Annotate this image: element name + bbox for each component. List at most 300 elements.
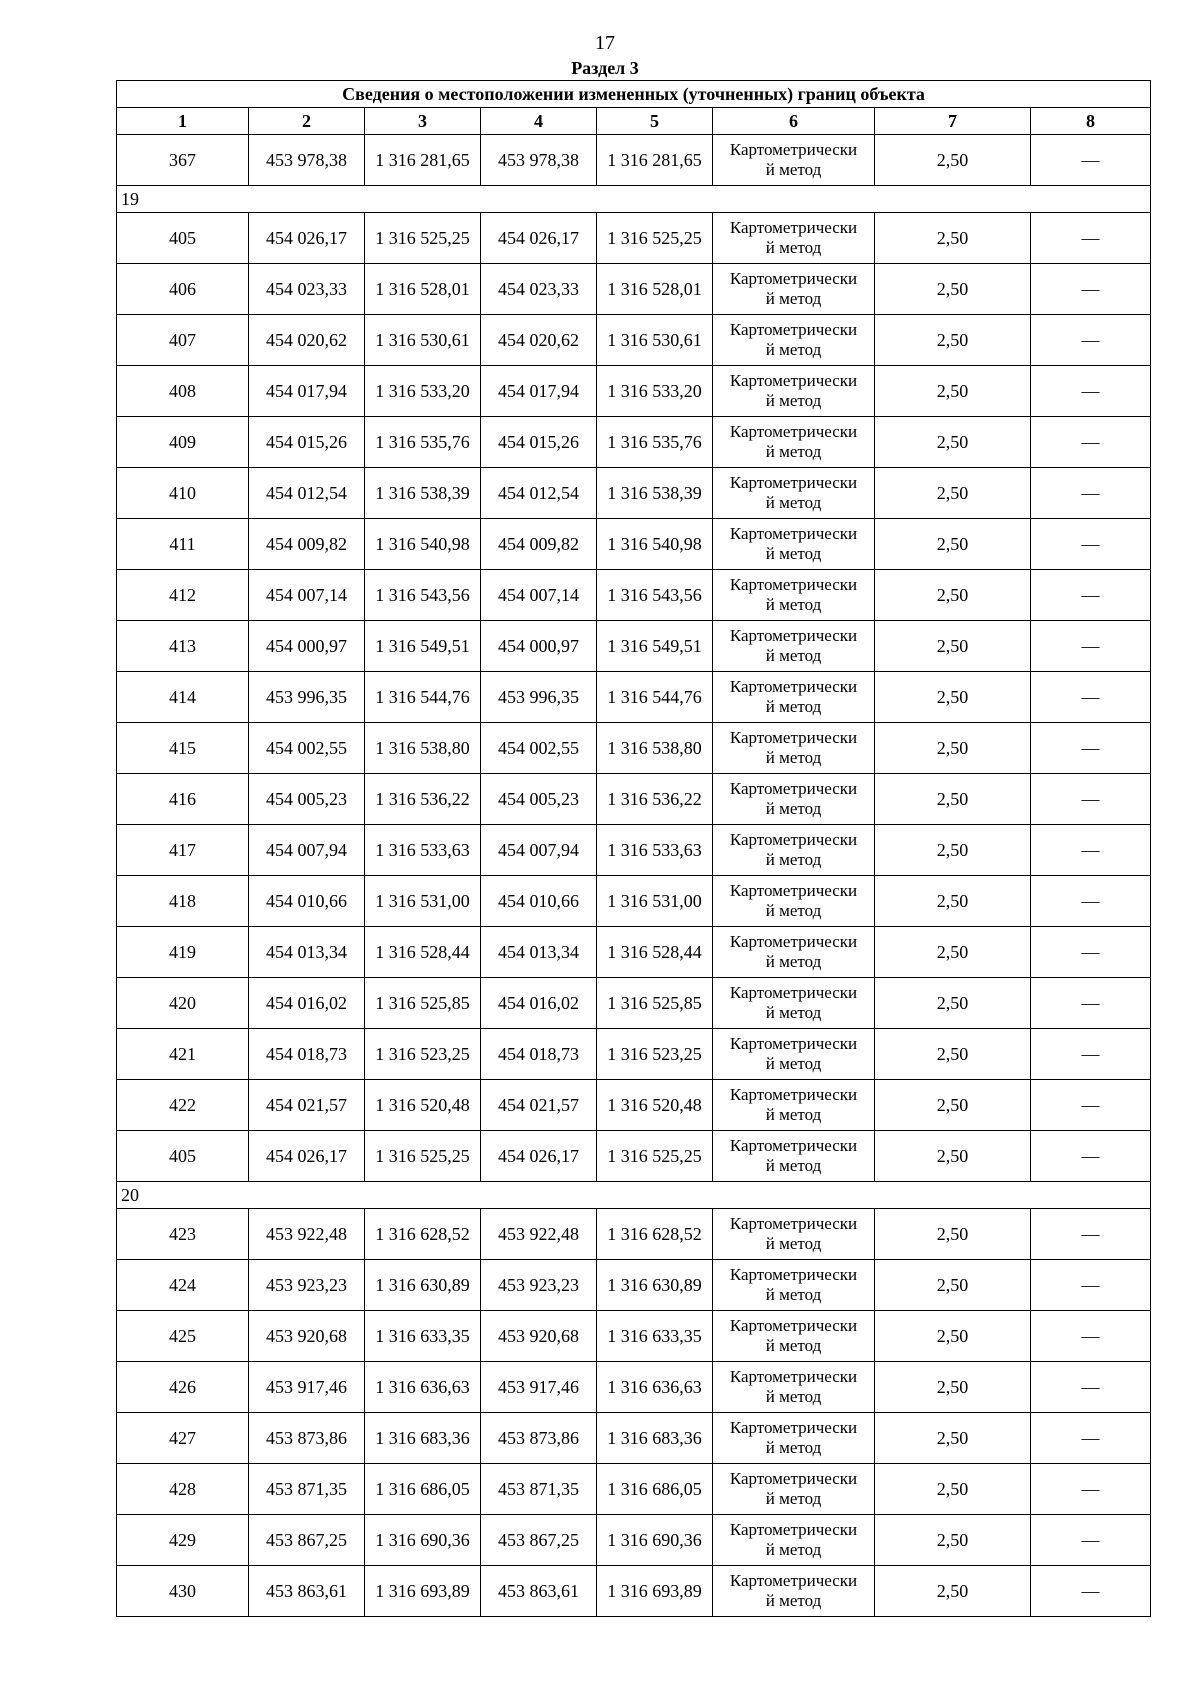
new-y: 1 316 636,63 bbox=[597, 1362, 713, 1413]
description: — bbox=[1031, 621, 1151, 672]
method-line-2: й метод bbox=[765, 1054, 822, 1073]
method bbox=[713, 366, 875, 417]
table-row bbox=[117, 876, 1151, 927]
point-number: 419 bbox=[117, 927, 249, 978]
method-line-1: Картометрически bbox=[729, 881, 858, 900]
accuracy: 2,50 bbox=[875, 1209, 1031, 1260]
column-number-3: 3 bbox=[365, 108, 481, 135]
old-y: 1 316 543,56 bbox=[365, 570, 481, 621]
method-line-2: й метод bbox=[765, 238, 822, 257]
method-line-1: Картометрически bbox=[729, 422, 858, 441]
description: — bbox=[1031, 366, 1151, 417]
new-x: 454 005,23 bbox=[481, 774, 597, 825]
method-line-2: й метод bbox=[765, 289, 822, 308]
method bbox=[713, 621, 875, 672]
method-line-2: й метод bbox=[765, 160, 822, 179]
method-line-1: Картометрически bbox=[729, 728, 858, 747]
old-x: 453 873,86 bbox=[249, 1413, 365, 1464]
old-y: 1 316 633,35 bbox=[365, 1311, 481, 1362]
method bbox=[713, 213, 875, 264]
method-line-2: й метод bbox=[765, 901, 822, 920]
old-x: 454 007,14 bbox=[249, 570, 365, 621]
method-line-2: й метод bbox=[765, 340, 822, 359]
new-x: 454 007,14 bbox=[481, 570, 597, 621]
point-number: 406 bbox=[117, 264, 249, 315]
description: — bbox=[1031, 213, 1151, 264]
accuracy: 2,50 bbox=[875, 135, 1031, 186]
point-number: 422 bbox=[117, 1080, 249, 1131]
old-x: 454 016,02 bbox=[249, 978, 365, 1029]
description: — bbox=[1031, 135, 1151, 186]
method bbox=[713, 315, 875, 366]
point-number: 409 bbox=[117, 417, 249, 468]
accuracy: 2,50 bbox=[875, 927, 1031, 978]
method bbox=[713, 1029, 875, 1080]
accuracy: 2,50 bbox=[875, 1029, 1031, 1080]
point-number: 425 bbox=[117, 1311, 249, 1362]
contour-group-row bbox=[117, 186, 1151, 213]
description: — bbox=[1031, 468, 1151, 519]
old-x: 454 010,66 bbox=[249, 876, 365, 927]
new-y: 1 316 528,44 bbox=[597, 927, 713, 978]
old-y: 1 316 520,48 bbox=[365, 1080, 481, 1131]
method-line-1: Картометрически bbox=[729, 473, 858, 492]
new-y: 1 316 628,52 bbox=[597, 1209, 713, 1260]
point-number: 417 bbox=[117, 825, 249, 876]
table-row bbox=[117, 1515, 1151, 1566]
method-line-2: й метод bbox=[765, 1591, 822, 1610]
point-number: 430 bbox=[117, 1566, 249, 1617]
method-line-2: й метод bbox=[765, 1387, 822, 1406]
method-line-1: Картометрически bbox=[729, 1265, 858, 1284]
new-x: 453 996,35 bbox=[481, 672, 597, 723]
old-x: 454 013,34 bbox=[249, 927, 365, 978]
new-x: 454 009,82 bbox=[481, 519, 597, 570]
method bbox=[713, 1413, 875, 1464]
description: — bbox=[1031, 315, 1151, 366]
old-x: 454 021,57 bbox=[249, 1080, 365, 1131]
method-line-1: Картометрически bbox=[729, 1367, 858, 1386]
method-line-1: Картометрически bbox=[729, 677, 858, 696]
table-row bbox=[117, 213, 1151, 264]
old-y: 1 316 523,25 bbox=[365, 1029, 481, 1080]
old-x: 453 922,48 bbox=[249, 1209, 365, 1260]
accuracy: 2,50 bbox=[875, 825, 1031, 876]
new-y: 1 316 686,05 bbox=[597, 1464, 713, 1515]
new-y: 1 316 544,76 bbox=[597, 672, 713, 723]
point-number: 405 bbox=[117, 1131, 249, 1182]
old-y: 1 316 525,25 bbox=[365, 213, 481, 264]
old-y: 1 316 538,39 bbox=[365, 468, 481, 519]
method-line-2: й метод bbox=[765, 595, 822, 614]
method-line-2: й метод bbox=[765, 1234, 822, 1253]
new-x: 454 002,55 bbox=[481, 723, 597, 774]
accuracy: 2,50 bbox=[875, 366, 1031, 417]
new-x: 454 015,26 bbox=[481, 417, 597, 468]
point-number: 427 bbox=[117, 1413, 249, 1464]
point-number: 420 bbox=[117, 978, 249, 1029]
new-x: 454 000,97 bbox=[481, 621, 597, 672]
method-line-2: й метод bbox=[765, 1336, 822, 1355]
method-line-1: Картометрически bbox=[729, 626, 858, 645]
column-number-6: 6 bbox=[713, 108, 875, 135]
new-x: 453 867,25 bbox=[481, 1515, 597, 1566]
old-y: 1 316 528,44 bbox=[365, 927, 481, 978]
table-row bbox=[117, 723, 1151, 774]
method-line-1: Картометрически bbox=[729, 1316, 858, 1335]
coordinates-table bbox=[116, 80, 1151, 1617]
table-row bbox=[117, 1260, 1151, 1311]
method-line-1: Картометрически bbox=[729, 1136, 858, 1155]
table-row bbox=[117, 315, 1151, 366]
table-row bbox=[117, 1131, 1151, 1182]
old-x: 454 018,73 bbox=[249, 1029, 365, 1080]
old-y: 1 316 538,80 bbox=[365, 723, 481, 774]
new-y: 1 316 683,36 bbox=[597, 1413, 713, 1464]
old-y: 1 316 540,98 bbox=[365, 519, 481, 570]
method bbox=[713, 519, 875, 570]
method-line-1: Картометрически bbox=[729, 575, 858, 594]
new-y: 1 316 538,39 bbox=[597, 468, 713, 519]
new-y: 1 316 530,61 bbox=[597, 315, 713, 366]
table-row bbox=[117, 1362, 1151, 1413]
point-number: 418 bbox=[117, 876, 249, 927]
point-number: 407 bbox=[117, 315, 249, 366]
old-x: 453 863,61 bbox=[249, 1566, 365, 1617]
description: — bbox=[1031, 825, 1151, 876]
description: — bbox=[1031, 1413, 1151, 1464]
table-row bbox=[117, 570, 1151, 621]
new-y: 1 316 540,98 bbox=[597, 519, 713, 570]
table-row bbox=[117, 519, 1151, 570]
method-line-1: Картометрически bbox=[729, 1571, 858, 1590]
description: — bbox=[1031, 723, 1151, 774]
point-number: 421 bbox=[117, 1029, 249, 1080]
method-line-2: й метод bbox=[765, 1156, 822, 1175]
old-y: 1 316 693,89 bbox=[365, 1566, 481, 1617]
column-number-4: 4 bbox=[481, 108, 597, 135]
point-number: 416 bbox=[117, 774, 249, 825]
old-y: 1 316 683,36 bbox=[365, 1413, 481, 1464]
old-x: 453 978,38 bbox=[249, 135, 365, 186]
method-line-1: Картометрически bbox=[729, 1034, 858, 1053]
description: — bbox=[1031, 927, 1151, 978]
description: — bbox=[1031, 672, 1151, 723]
method-line-2: й метод bbox=[765, 493, 822, 512]
accuracy: 2,50 bbox=[875, 1080, 1031, 1131]
new-y: 1 316 630,89 bbox=[597, 1260, 713, 1311]
description: — bbox=[1031, 264, 1151, 315]
method-line-1: Картометрически bbox=[729, 1469, 858, 1488]
old-x: 453 920,68 bbox=[249, 1311, 365, 1362]
accuracy: 2,50 bbox=[875, 672, 1031, 723]
method-line-2: й метод bbox=[765, 442, 822, 461]
old-x: 454 000,97 bbox=[249, 621, 365, 672]
table-row bbox=[117, 366, 1151, 417]
old-x: 454 026,17 bbox=[249, 213, 365, 264]
table-row bbox=[117, 264, 1151, 315]
description: — bbox=[1031, 978, 1151, 1029]
method bbox=[713, 1362, 875, 1413]
old-y: 1 316 533,20 bbox=[365, 366, 481, 417]
old-x: 453 867,25 bbox=[249, 1515, 365, 1566]
method-line-2: й метод bbox=[765, 952, 822, 971]
method-line-1: Картометрически bbox=[729, 1520, 858, 1539]
method-line-2: й метод bbox=[765, 1003, 822, 1022]
contour-group-row bbox=[117, 1182, 1151, 1209]
method bbox=[713, 468, 875, 519]
new-x: 453 873,86 bbox=[481, 1413, 597, 1464]
method-line-2: й метод bbox=[765, 1285, 822, 1304]
section-title: Раздел 3 bbox=[571, 58, 639, 78]
new-x: 453 871,35 bbox=[481, 1464, 597, 1515]
method-line-1: Картометрически bbox=[729, 140, 858, 159]
old-y: 1 316 533,63 bbox=[365, 825, 481, 876]
point-number: 411 bbox=[117, 519, 249, 570]
description: — bbox=[1031, 1566, 1151, 1617]
method bbox=[713, 1080, 875, 1131]
old-y: 1 316 549,51 bbox=[365, 621, 481, 672]
point-number: 410 bbox=[117, 468, 249, 519]
table-row bbox=[117, 135, 1151, 186]
new-x: 454 016,02 bbox=[481, 978, 597, 1029]
column-number-5: 5 bbox=[597, 108, 713, 135]
point-number: 413 bbox=[117, 621, 249, 672]
accuracy: 2,50 bbox=[875, 1464, 1031, 1515]
table-row bbox=[117, 825, 1151, 876]
point-number: 429 bbox=[117, 1515, 249, 1566]
old-y: 1 316 281,65 bbox=[365, 135, 481, 186]
method-line-2: й метод bbox=[765, 646, 822, 665]
table-row bbox=[117, 468, 1151, 519]
old-x: 454 009,82 bbox=[249, 519, 365, 570]
method bbox=[713, 417, 875, 468]
method bbox=[713, 1515, 875, 1566]
table-caption: Сведения о местоположении измененных (уточненных) границ объекта bbox=[117, 81, 1151, 108]
old-y: 1 316 544,76 bbox=[365, 672, 481, 723]
old-x: 453 917,46 bbox=[249, 1362, 365, 1413]
accuracy: 2,50 bbox=[875, 519, 1031, 570]
method bbox=[713, 927, 875, 978]
method bbox=[713, 264, 875, 315]
new-y: 1 316 538,80 bbox=[597, 723, 713, 774]
new-x: 454 021,57 bbox=[481, 1080, 597, 1131]
description: — bbox=[1031, 1131, 1151, 1182]
new-y: 1 316 531,00 bbox=[597, 876, 713, 927]
contour-number: 19 bbox=[117, 186, 1151, 213]
accuracy: 2,50 bbox=[875, 774, 1031, 825]
method bbox=[713, 672, 875, 723]
old-y: 1 316 528,01 bbox=[365, 264, 481, 315]
accuracy: 2,50 bbox=[875, 417, 1031, 468]
method bbox=[713, 876, 875, 927]
old-y: 1 316 525,85 bbox=[365, 978, 481, 1029]
new-x: 454 026,17 bbox=[481, 213, 597, 264]
new-y: 1 316 528,01 bbox=[597, 264, 713, 315]
new-y: 1 316 549,51 bbox=[597, 621, 713, 672]
new-y: 1 316 520,48 bbox=[597, 1080, 713, 1131]
new-x: 454 013,34 bbox=[481, 927, 597, 978]
table-row bbox=[117, 927, 1151, 978]
old-x: 454 023,33 bbox=[249, 264, 365, 315]
new-y: 1 316 536,22 bbox=[597, 774, 713, 825]
table-row bbox=[117, 1029, 1151, 1080]
point-number: 415 bbox=[117, 723, 249, 774]
new-x: 453 917,46 bbox=[481, 1362, 597, 1413]
old-y: 1 316 686,05 bbox=[365, 1464, 481, 1515]
old-x: 453 923,23 bbox=[249, 1260, 365, 1311]
accuracy: 2,50 bbox=[875, 1260, 1031, 1311]
table-row bbox=[117, 1080, 1151, 1131]
page-number: 17 bbox=[595, 32, 615, 54]
new-y: 1 316 693,89 bbox=[597, 1566, 713, 1617]
new-x: 453 978,38 bbox=[481, 135, 597, 186]
old-y: 1 316 628,52 bbox=[365, 1209, 481, 1260]
accuracy: 2,50 bbox=[875, 1566, 1031, 1617]
new-y: 1 316 633,35 bbox=[597, 1311, 713, 1362]
new-x: 454 012,54 bbox=[481, 468, 597, 519]
new-x: 454 017,94 bbox=[481, 366, 597, 417]
method-line-1: Картометрически bbox=[729, 218, 858, 237]
method bbox=[713, 1464, 875, 1515]
method bbox=[713, 570, 875, 621]
new-x: 453 920,68 bbox=[481, 1311, 597, 1362]
method bbox=[713, 1131, 875, 1182]
description: — bbox=[1031, 417, 1151, 468]
old-x: 454 002,55 bbox=[249, 723, 365, 774]
table-row bbox=[117, 621, 1151, 672]
accuracy: 2,50 bbox=[875, 1413, 1031, 1464]
description: — bbox=[1031, 1080, 1151, 1131]
method-line-2: й метод bbox=[765, 1438, 822, 1457]
old-x: 453 871,35 bbox=[249, 1464, 365, 1515]
old-y: 1 316 525,25 bbox=[365, 1131, 481, 1182]
accuracy: 2,50 bbox=[875, 1131, 1031, 1182]
accuracy: 2,50 bbox=[875, 315, 1031, 366]
point-number: 414 bbox=[117, 672, 249, 723]
method bbox=[713, 825, 875, 876]
table-row bbox=[117, 1311, 1151, 1362]
old-x: 453 996,35 bbox=[249, 672, 365, 723]
column-number-7: 7 bbox=[875, 108, 1031, 135]
new-x: 454 007,94 bbox=[481, 825, 597, 876]
accuracy: 2,50 bbox=[875, 213, 1031, 264]
new-y: 1 316 533,63 bbox=[597, 825, 713, 876]
old-x: 454 020,62 bbox=[249, 315, 365, 366]
description: — bbox=[1031, 1362, 1151, 1413]
table-body bbox=[117, 81, 1151, 1617]
old-y: 1 316 535,76 bbox=[365, 417, 481, 468]
new-y: 1 316 525,25 bbox=[597, 1131, 713, 1182]
old-y: 1 316 536,22 bbox=[365, 774, 481, 825]
point-number: 408 bbox=[117, 366, 249, 417]
accuracy: 2,50 bbox=[875, 1362, 1031, 1413]
description: — bbox=[1031, 1311, 1151, 1362]
method-line-2: й метод bbox=[765, 850, 822, 869]
old-x: 454 005,23 bbox=[249, 774, 365, 825]
description: — bbox=[1031, 1515, 1151, 1566]
old-y: 1 316 530,61 bbox=[365, 315, 481, 366]
method bbox=[713, 723, 875, 774]
point-number: 412 bbox=[117, 570, 249, 621]
description: — bbox=[1031, 519, 1151, 570]
method bbox=[713, 774, 875, 825]
column-number-8: 8 bbox=[1031, 108, 1151, 135]
old-x: 454 007,94 bbox=[249, 825, 365, 876]
old-x: 454 012,54 bbox=[249, 468, 365, 519]
new-y: 1 316 543,56 bbox=[597, 570, 713, 621]
new-y: 1 316 533,20 bbox=[597, 366, 713, 417]
description: — bbox=[1031, 1029, 1151, 1080]
method-line-1: Картометрически bbox=[729, 524, 858, 543]
method-line-2: й метод bbox=[765, 391, 822, 410]
method-line-1: Картометрически bbox=[729, 830, 858, 849]
new-x: 454 018,73 bbox=[481, 1029, 597, 1080]
method bbox=[713, 135, 875, 186]
method-line-1: Картометрически bbox=[729, 320, 858, 339]
point-number: 367 bbox=[117, 135, 249, 186]
accuracy: 2,50 bbox=[875, 1311, 1031, 1362]
table-row bbox=[117, 774, 1151, 825]
method-line-2: й метод bbox=[765, 697, 822, 716]
method-line-1: Картометрически bbox=[729, 983, 858, 1002]
point-number: 405 bbox=[117, 213, 249, 264]
method-line-1: Картометрически bbox=[729, 269, 858, 288]
method-line-2: й метод bbox=[765, 1489, 822, 1508]
new-x: 453 863,61 bbox=[481, 1566, 597, 1617]
old-y: 1 316 636,63 bbox=[365, 1362, 481, 1413]
method bbox=[713, 1566, 875, 1617]
new-x: 454 010,66 bbox=[481, 876, 597, 927]
contour-number: 20 bbox=[117, 1182, 1151, 1209]
new-y: 1 316 523,25 bbox=[597, 1029, 713, 1080]
accuracy: 2,50 bbox=[875, 621, 1031, 672]
point-number: 428 bbox=[117, 1464, 249, 1515]
accuracy: 2,50 bbox=[875, 876, 1031, 927]
method-line-2: й метод bbox=[765, 1105, 822, 1124]
method-line-1: Картометрически bbox=[729, 1085, 858, 1104]
point-number: 426 bbox=[117, 1362, 249, 1413]
method-line-1: Картометрически bbox=[729, 1418, 858, 1437]
description: — bbox=[1031, 570, 1151, 621]
description: — bbox=[1031, 1260, 1151, 1311]
accuracy: 2,50 bbox=[875, 1515, 1031, 1566]
column-numbers-row bbox=[117, 108, 1151, 135]
table-row bbox=[117, 978, 1151, 1029]
description: — bbox=[1031, 876, 1151, 927]
new-x: 454 020,62 bbox=[481, 315, 597, 366]
point-number: 424 bbox=[117, 1260, 249, 1311]
column-number-1: 1 bbox=[117, 108, 249, 135]
description: — bbox=[1031, 774, 1151, 825]
table-row bbox=[117, 1566, 1151, 1617]
method bbox=[713, 1209, 875, 1260]
point-number: 423 bbox=[117, 1209, 249, 1260]
new-y: 1 316 535,76 bbox=[597, 417, 713, 468]
method-line-2: й метод bbox=[765, 748, 822, 767]
description: — bbox=[1031, 1464, 1151, 1515]
accuracy: 2,50 bbox=[875, 570, 1031, 621]
table-row bbox=[117, 672, 1151, 723]
new-x: 454 023,33 bbox=[481, 264, 597, 315]
method bbox=[713, 1260, 875, 1311]
new-x: 453 922,48 bbox=[481, 1209, 597, 1260]
table-row bbox=[117, 417, 1151, 468]
method bbox=[713, 1311, 875, 1362]
new-y: 1 316 525,85 bbox=[597, 978, 713, 1029]
method-line-2: й метод bbox=[765, 1540, 822, 1559]
new-y: 1 316 690,36 bbox=[597, 1515, 713, 1566]
